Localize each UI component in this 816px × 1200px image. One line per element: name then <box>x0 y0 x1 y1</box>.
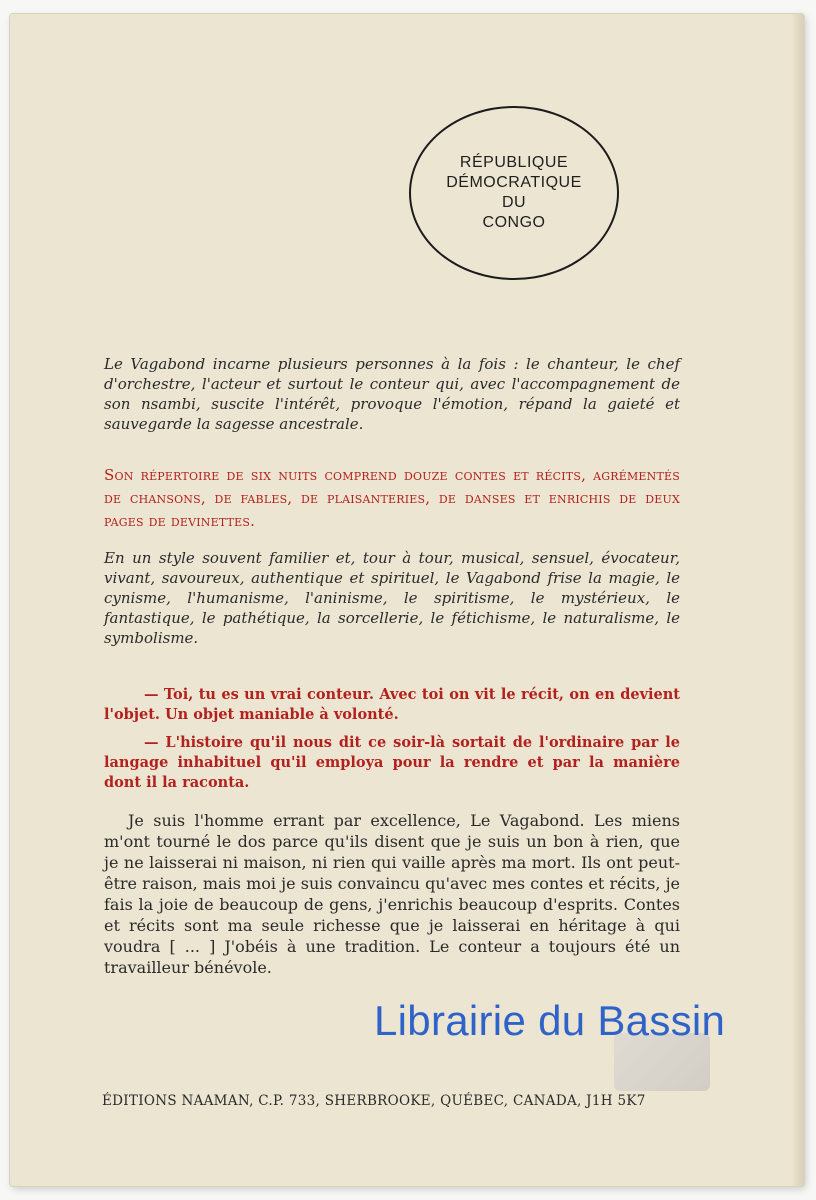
country-seal <box>409 106 619 280</box>
seal-line: CONGO <box>482 214 546 231</box>
publisher-imprint: ÉDITIONS NAAMAN, C.P. 733, SHERBROOKE, QUÉBEC, CANADA, J1H 5K7 <box>102 1093 646 1109</box>
quotes-block <box>104 685 680 801</box>
seal-line: RÉPUBLIQUE <box>459 154 569 171</box>
bookseller-watermark: Librairie du Bassin <box>374 997 726 1044</box>
seal-line: DU <box>501 194 527 211</box>
seal-line: DÉMOCRATIQUE <box>446 174 582 191</box>
repertoire-paragraph: Son répertoire de six nuits comprend douze contes et récits, agrémentés de chansons, de fables, de plaisanteries, de danses et enrichis de deux pages de devinettes. <box>104 466 680 530</box>
cover-edge <box>792 14 804 1186</box>
quote-2: — L'histoire qu'il nous dit ce soir-là sortait de l'ordinaire par le langage inhabituel qu'il employa pour la rendre et par la manière dont il la raconta. <box>104 734 680 791</box>
style-paragraph: En un style souvent familier et, tour à tour, musical, sensuel, évocateur, vivant, savoureux, authentique et spirituel, le Vagabond frise la magie, le cynisme, l'humanisme, l'aninisme, le spiritisme, le mystérieux, le fantastique, le pathétique, la sorcellerie, le fétichisme, le naturalisme, le symbolisme. <box>104 549 680 647</box>
narrator-paragraph: Je suis l'homme errant par excellence, Le Vagabond. Les miens m'ont tourné le dos parce qu'ils disent que je suis un bon à rien, que je ne laisserai ni maison, ni rien qui vaille après ma mort. Ils ont peut-être raison, mais moi je suis convaincu qu'avec mes contes et récits, je fais la joie de beaucoup de gens, j'enrichis beaucoup d'esprits. Contes et récits sont ma seule richesse que je laisserai en héritage à qui voudra [ ... ] J'obéis à une tradition. Le conteur a toujours été un travailleur bénévole. <box>104 811 680 977</box>
quote-1: — Toi, tu es un vrai conteur. Avec toi on vit le récit, on en devient l'objet. Un objet maniable à volonté. <box>104 686 680 723</box>
intro-paragraph: Le Vagabond incarne plusieurs personnes à la fois : le chanteur, le chef d'orchestre, l'acteur et surtout le conteur qui, avec l'accompagnement de son nsambi, suscite l'intérêt, provoque l'émotion, répand la gaieté et sauvegarde la sagesse ancestrale. <box>104 355 680 433</box>
